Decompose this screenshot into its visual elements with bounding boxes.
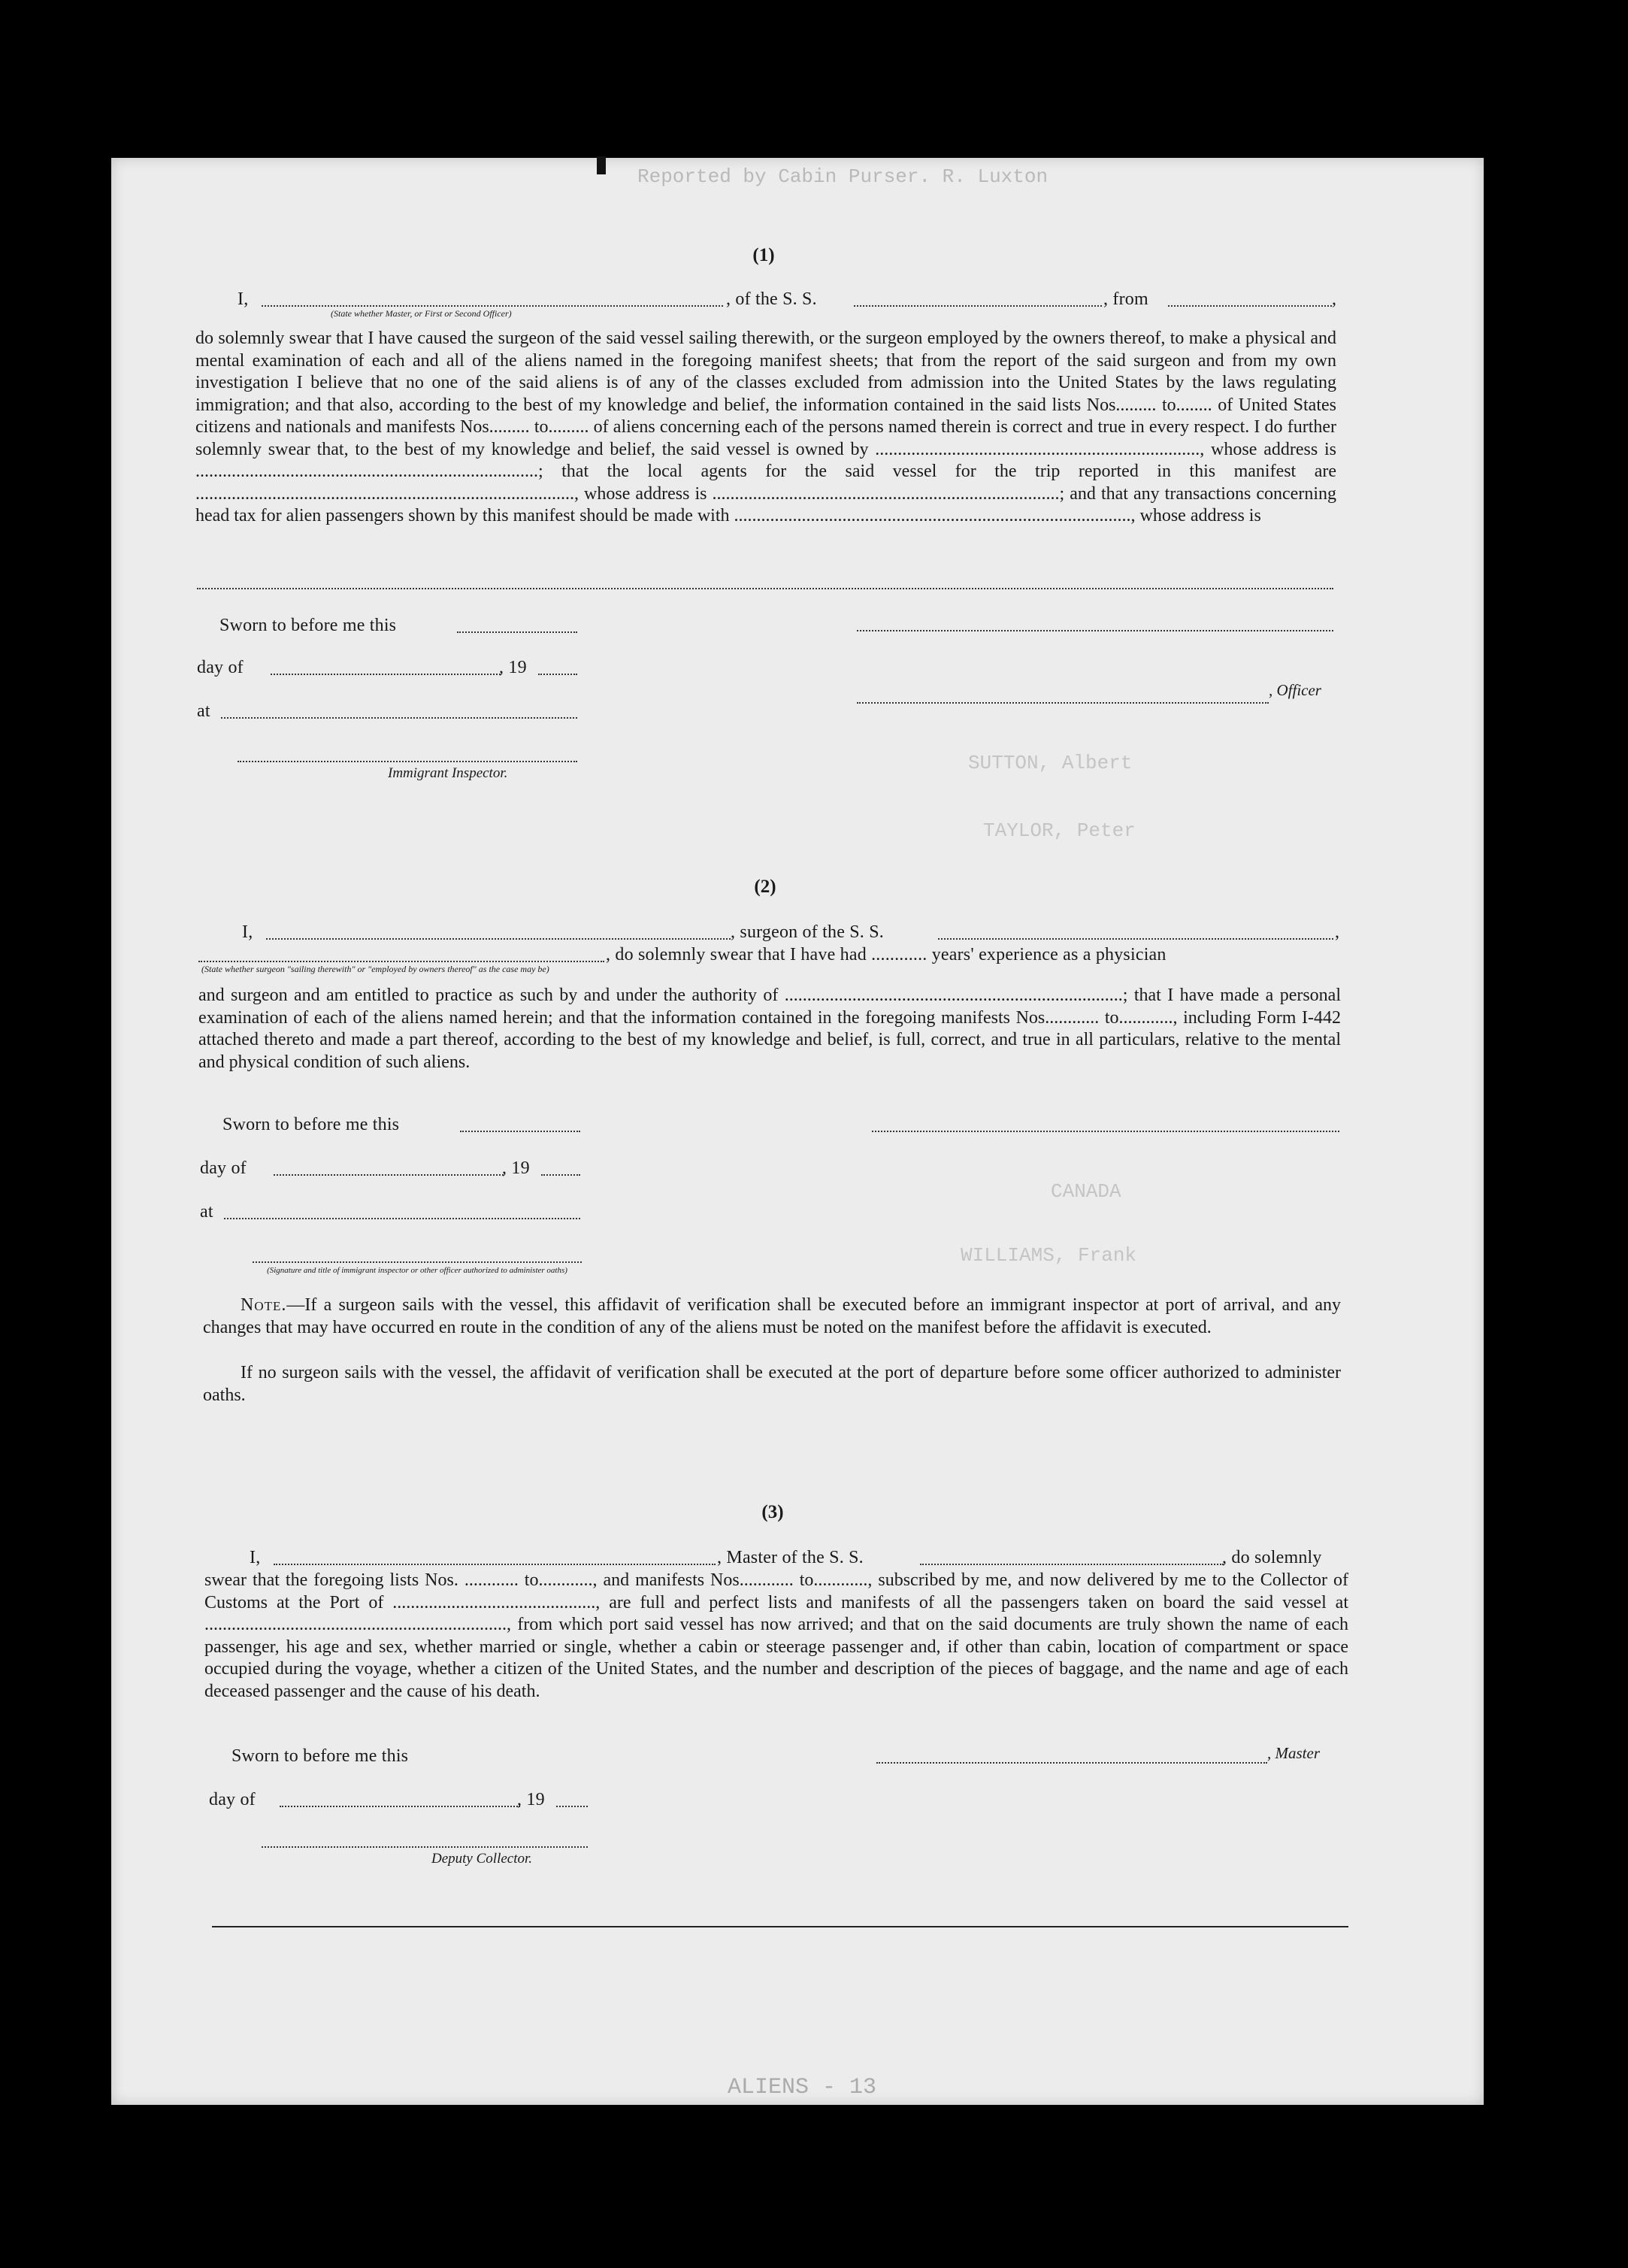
surgeon-vessel-blank[interactable]	[938, 938, 1333, 940]
surgeon-note: (State whether surgeon "sailing therewith" or "employed by owners thereof" as the case may be)	[201, 964, 549, 974]
at-label: at	[197, 701, 210, 721]
officer-label: , Officer	[1269, 681, 1321, 699]
year-blank[interactable]	[538, 674, 577, 675]
bleed-through-text: TAYLOR, Peter	[983, 819, 1136, 842]
at-place-blank[interactable]	[224, 1218, 580, 1219]
head-tax-address-blank[interactable]	[197, 588, 1333, 589]
year-label: , 19	[502, 1158, 530, 1178]
surgeon-vessel-label: , surgeon of the S. S.	[731, 922, 884, 942]
comma: ,	[1335, 922, 1340, 942]
comma: ,	[1332, 289, 1337, 309]
bottom-rule	[212, 1926, 1348, 1927]
day-of-label: day of	[209, 1790, 256, 1809]
master-vessel-label: , Master of the S. S.	[717, 1548, 864, 1567]
collector-label: Deputy Collector.	[431, 1851, 533, 1867]
day-of-label: day of	[200, 1158, 247, 1178]
sworn-date-blank[interactable]	[457, 631, 577, 633]
section-2-body: and surgeon and am entitled to practice as such by and under the authority of ...........................................................................; that I have made a personal examination of each of the aliens named herein; and that the information contained in the foregoing manifests Nos............ to............, including Form I-442 attached thereto and made a part thereof, according to the best of my knowledge and belief, is full, correct, and true in all particulars, relative to the mental and physical condition of such aliens.	[198, 986, 1341, 1072]
officer-signature-blank[interactable]	[857, 630, 1333, 631]
section-2-title: (2)	[754, 877, 776, 897]
bleed-through-text: WILLIAMS, Frank	[961, 1244, 1137, 1267]
note-label: Note.	[241, 1295, 287, 1315]
surgeon-note-paragraph-2: If no surgeon sails with the vessel, the affidavit of verification shall be executed at the port of departure before some officer authorized to administer oaths.	[203, 1363, 1341, 1405]
from-port-blank[interactable]	[1168, 305, 1332, 307]
master-vessel-blank[interactable]	[920, 1564, 1224, 1565]
section-1-body: do solemnly swear that I have caused the surgeon of the said vessel sailing therewith, or the surgeon employed by the owners thereof, to make a physical and mental examination of each and all of the aliens named in the foregoing manifest sheets; that from the report of the said surgeon and from my own investigation I believe that no one of the said aliens is of any of the classes excluded from admission into the United States by the laws regulating immigration; and that also, according to the best of my knowledge and belief, the information contained in the said lists Nos......... to........ of United States citizens and nationals and manifests Nos......... to......... of aliens concerning each of the persons named therein is correct and true in every respect. I do further solemnly swear that, to the best of my knowledge and belief, the said vessel is owned by ........................................................................, whose address is ............................................................................; that the local agents for the said vessel for the trip reported in this manifest are ...................................................................................., whose address is .............................................................................; and that any transactions concerning head tax for alien passengers shown by this manifest should be made with ........................................................................................, whose address is	[195, 329, 1336, 525]
collector-signature-blank[interactable]	[262, 1846, 588, 1848]
surgeon-name-blank[interactable]	[266, 938, 731, 940]
ink-mark	[597, 156, 606, 174]
master-name-blank[interactable]	[274, 1564, 716, 1565]
officer-name-blank[interactable]	[262, 305, 723, 307]
page-mark: ALIENS - 13	[728, 2075, 877, 2100]
section-1-title: (1)	[752, 245, 775, 265]
year-blank[interactable]	[541, 1174, 580, 1176]
day-blank[interactable]	[274, 1174, 504, 1176]
surgeon-type-blank[interactable]	[198, 961, 604, 962]
year-label: , 19	[517, 1790, 545, 1809]
from-label: , from	[1103, 289, 1148, 309]
inspector-signature-blank[interactable]	[238, 761, 577, 762]
inspector-signature-blank[interactable]	[253, 1261, 582, 1263]
master-signature-blank[interactable]	[876, 1762, 1267, 1764]
surgeon-name-line: I,	[242, 922, 253, 942]
officer-title-blank[interactable]	[857, 702, 1269, 704]
year-label: , 19	[499, 658, 527, 677]
at-place-blank[interactable]	[221, 717, 577, 719]
sworn-label: Sworn to before me this	[222, 1115, 400, 1134]
officer-name-line: I,	[238, 289, 249, 309]
master-swear-label: , do solemnly	[1222, 1548, 1322, 1567]
surgeon-note-paragraph	[203, 1294, 1341, 1339]
at-label: at	[200, 1202, 213, 1222]
sworn-label: Sworn to before me this	[219, 616, 397, 635]
section-3-title: (3)	[761, 1502, 784, 1522]
bleed-through-text: SUTTON, Albert	[968, 752, 1133, 774]
vessel-name-blank[interactable]	[854, 305, 1102, 307]
surgeon-signature-blank[interactable]	[872, 1131, 1339, 1132]
section-3-body: swear that the foregoing lists Nos. ............ to............, and manifests Nos............ to............, subscribed by me, and now delivered by me to the Collector of Customs at the Port of ............................................., are full and perfect lists and manifests of all the passengers taken on board the said vessel at ..................................................................., from which port said vessel has now arrived; and that on the said documents are truly shown the name of each passenger, his age and sex, whether married or single, whether a cabin or steerage passenger and, if other than cabin, location of compartment or space occupied during the voyage, whether a citizen of the United States, and the number and description of the pieces of baggage, and the name and age of each deceased passenger and the cause of his death.	[204, 1570, 1348, 1701]
vessel-label: , of the S. S.	[726, 289, 817, 309]
bleed-through-text: CANADA	[1051, 1180, 1121, 1203]
master-label: , Master	[1267, 1744, 1320, 1762]
inspector-label: Immigrant Inspector.	[388, 765, 508, 781]
officer-note: (State whether Master, or First or Second Officer)	[331, 308, 512, 319]
year-blank[interactable]	[556, 1806, 588, 1807]
sworn-date-blank[interactable]	[460, 1131, 580, 1132]
header-stamp: Reported by Cabin Purser. R. Luxton	[637, 165, 1049, 188]
day-of-label: day of	[197, 658, 244, 677]
note-text: —If a surgeon sails with the vessel, this affidavit of verification shall be executed before an immigrant inspector at port of arrival, and any changes that may have occurred en route in the condition of any of the aliens must be noted on the manifest before the affidavit is executed.	[203, 1295, 1341, 1337]
signature-note: (Signature and title of immigrant inspector or other officer authorized to administer oaths)	[267, 1266, 567, 1275]
sworn-label: Sworn to before me this	[231, 1746, 409, 1766]
day-blank[interactable]	[280, 1806, 520, 1807]
surgeon-swear-line: , do solemnly swear that I have had ............ years' experience as a physician	[606, 945, 1167, 964]
day-blank[interactable]	[271, 674, 501, 675]
master-name-line: I,	[250, 1548, 261, 1567]
